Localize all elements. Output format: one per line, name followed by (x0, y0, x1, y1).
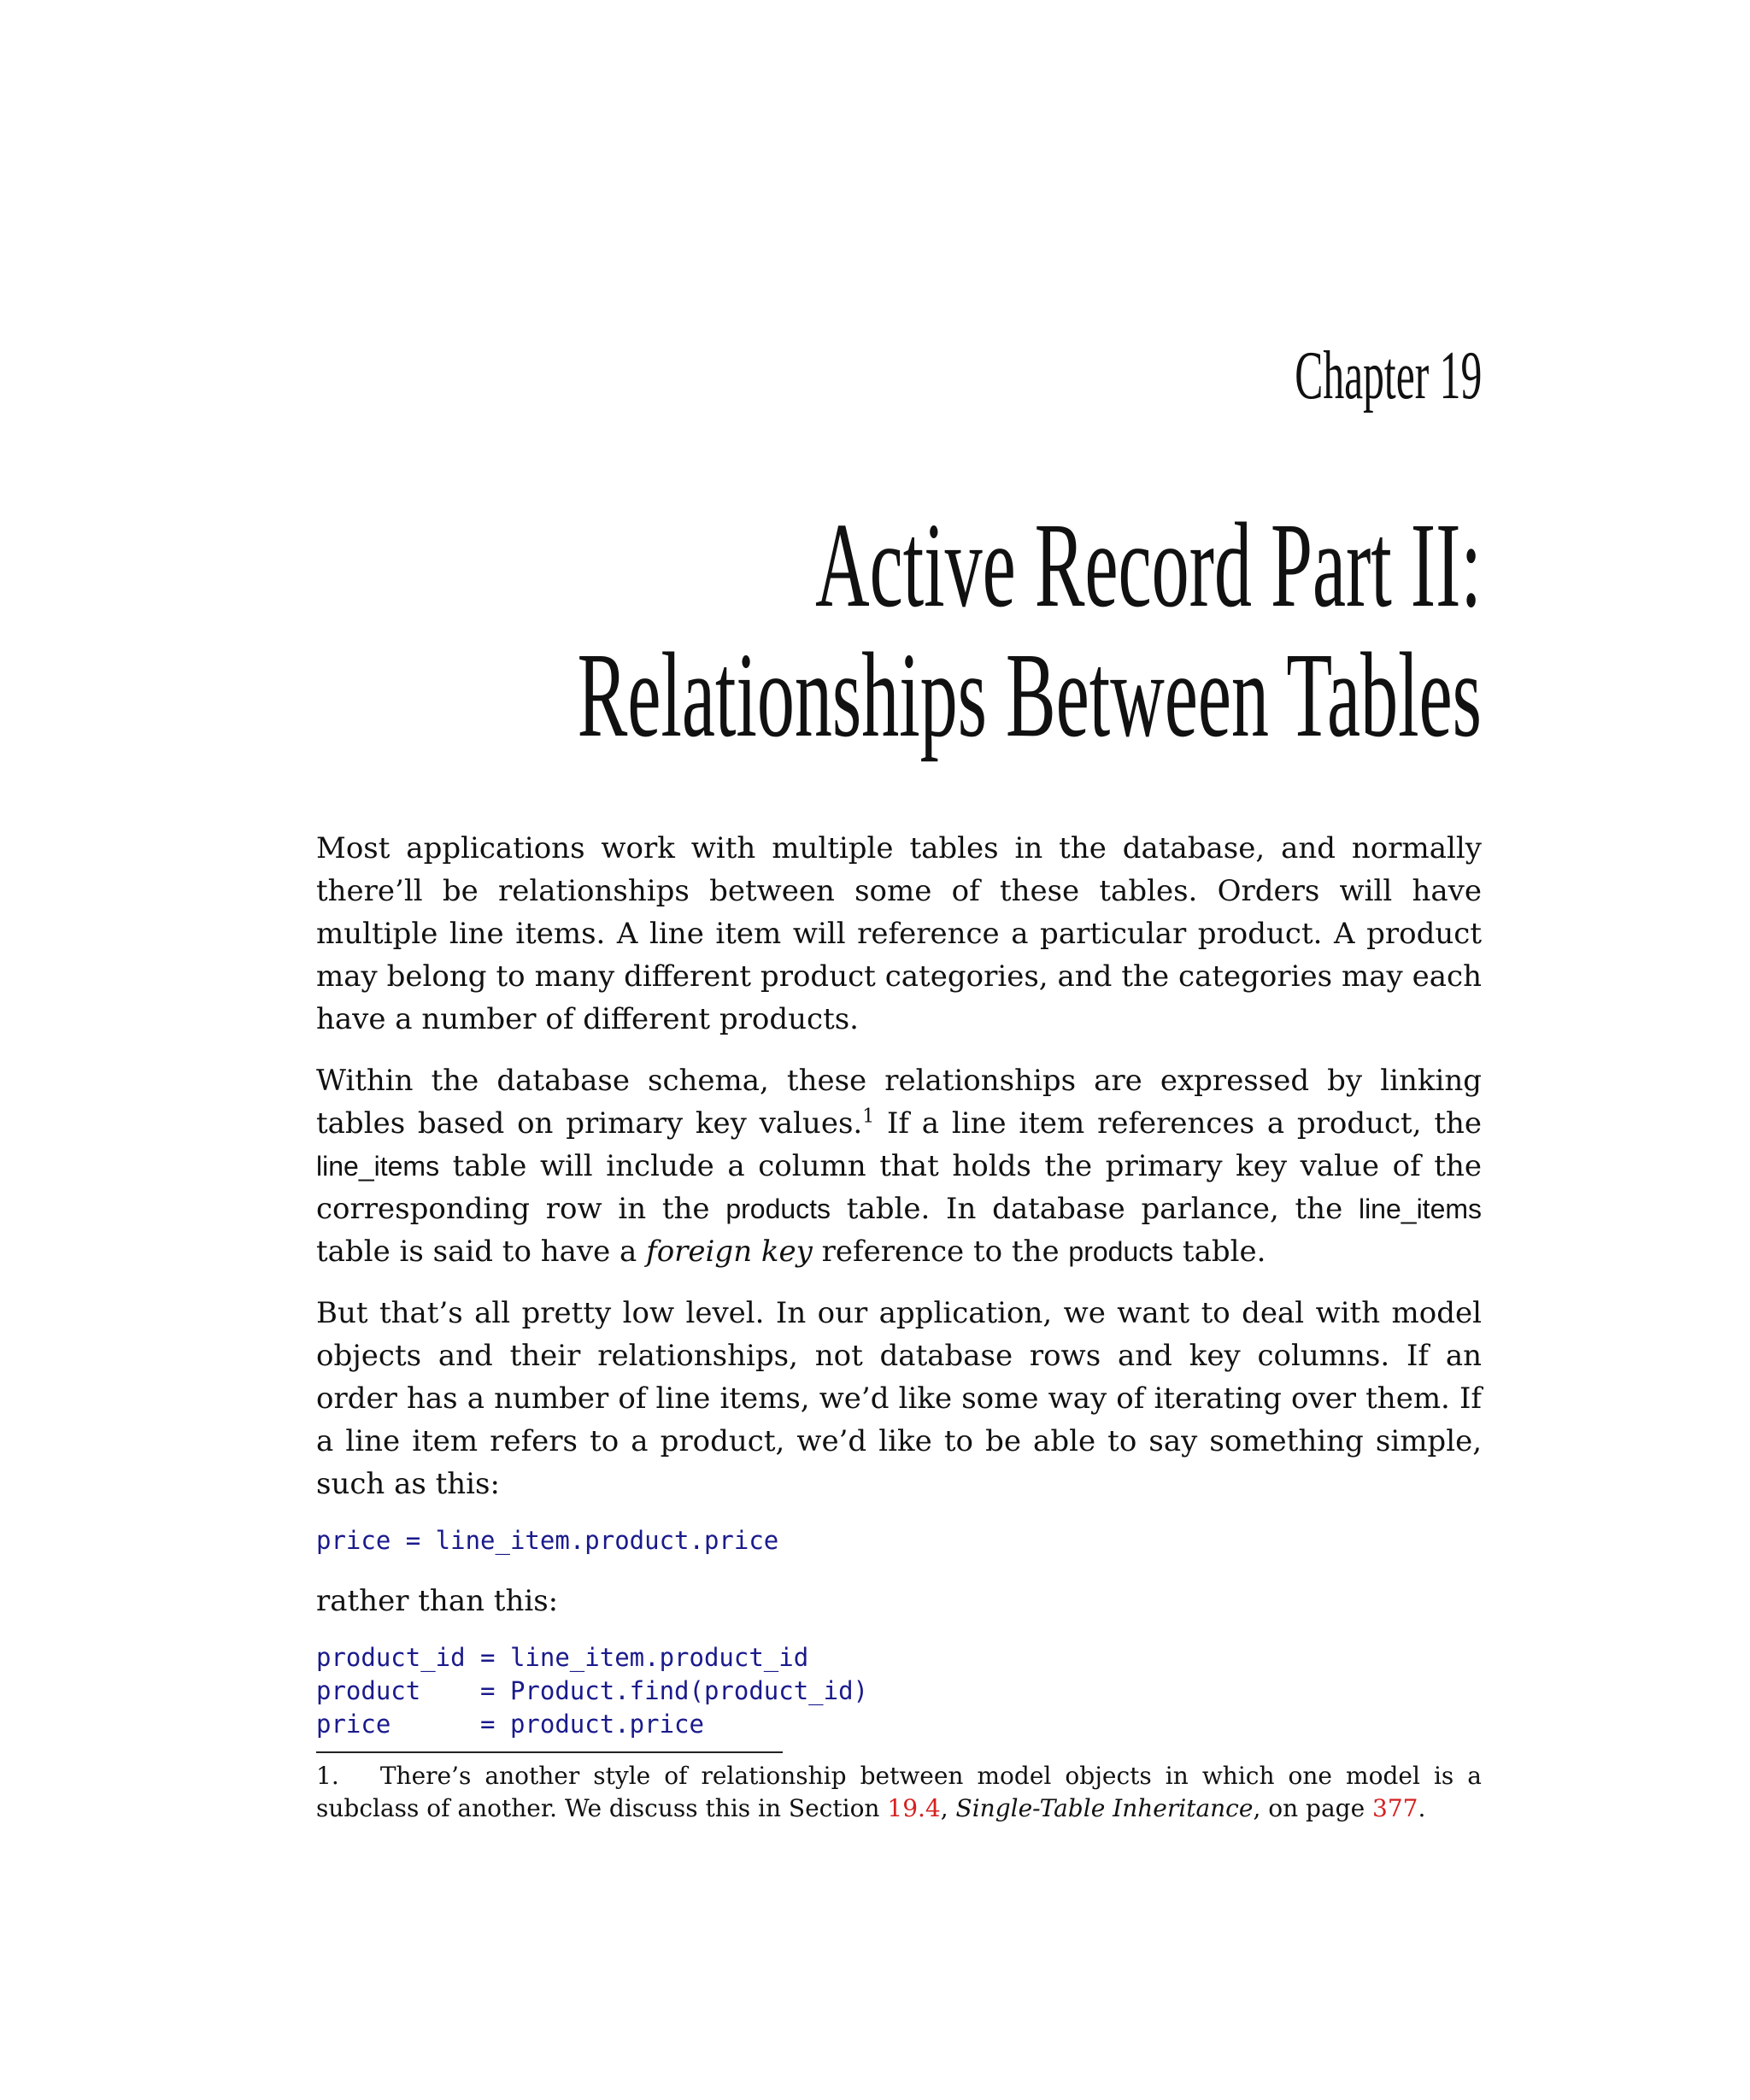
chapter-title (577, 497, 1482, 762)
footnote-marker[interactable]: 1 (862, 1106, 875, 1128)
section-title: Single-Table Inheritance (955, 1794, 1254, 1822)
code-snippet-verbose: product_id = line_item.product_id product = Product.find(product_id) price = product.price (316, 1643, 869, 1739)
footnote-rule (316, 1751, 783, 1753)
code-snippet-simple: price = line_item.product.price (316, 1526, 779, 1555)
emphasis-foreign-key: foreign key (646, 1235, 813, 1269)
term-products: products (1068, 1236, 1174, 1267)
paragraph-rather: rather than this: (316, 1584, 559, 1618)
term-line-items: line_items (316, 1151, 440, 1182)
term-products: products (725, 1194, 831, 1224)
footnote: 1. There’s another style of relationship between model objects in which one model is a subclass of another. We discuss this in Section 19.4, Single-Table Inheritance, on page 377. (316, 1762, 1483, 1822)
chapter-title-line2: Relationships Between Tables (577, 627, 1482, 762)
section-link[interactable]: 19.4 (887, 1794, 941, 1822)
page-link[interactable]: 377 (1372, 1794, 1418, 1822)
chapter-label: Chapter 19 (1294, 338, 1482, 414)
body-text (316, 827, 1482, 1763)
paragraph-model-objects: But that’s all pretty low level. In our application, we want to deal with model objects and their relationships, not database rows and key columns. If an order has a number of line items, we’d like some way of iterating over them. If a line item refers to a product, we’d like to be able to say something simple, such as this: (316, 1296, 1482, 1501)
chapter-title-line1: Active Record Part II: (815, 497, 1482, 632)
paragraph-schema: Within the database schema, these relationships are expressed by linking tables based on primary key values.$^1$ If a line item references a product, the line_items table will include a column that holds the primary key value of the corresponding row in the products table. In database parlance, the line_items table is said to have a foreign key reference to the products table. (316, 1064, 1483, 1269)
term-line-items: line_items (1358, 1194, 1483, 1224)
paragraph-intro: Most applications work with multiple tables in the database, and normally there’ll be relationships between some of these tables. Orders will have multiple line items. A line item will reference a particular product. A product may belong to many different product categories, and the categories may each have a number of different products. (316, 831, 1482, 1036)
footnote-number: 1. (316, 1762, 339, 1790)
